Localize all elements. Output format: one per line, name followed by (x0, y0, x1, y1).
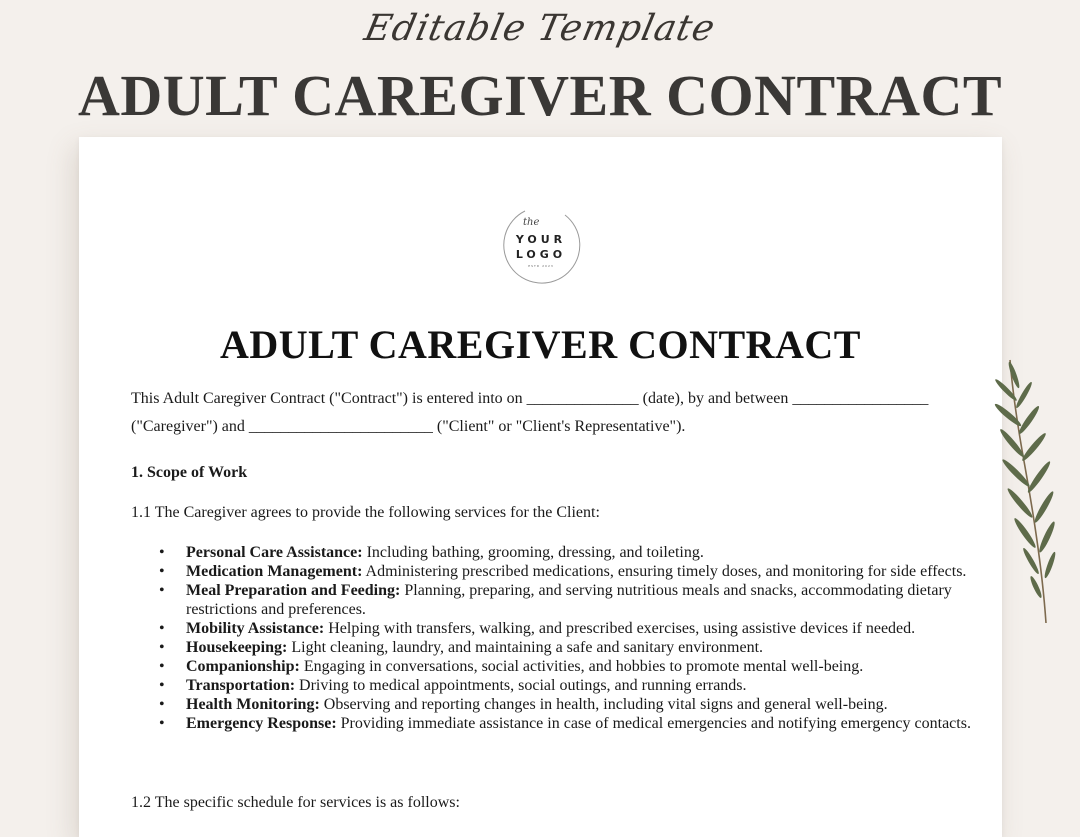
services-list (131, 543, 1016, 733)
service-text: Observing and reporting changes in health, including vital signs and general well-being. (319, 696, 888, 713)
list-item (186, 714, 1016, 733)
service-term: Medication Management: (186, 563, 363, 580)
list-item (186, 619, 1016, 638)
document-page (79, 137, 1002, 837)
list-item (186, 695, 1016, 714)
banner-title: ADULT CAREGIVER CONTRACT (77, 63, 1003, 128)
list-item (186, 581, 1016, 619)
section-1-heading: 1. Scope of Work (131, 464, 248, 481)
service-text: Planning, preparing, and serving nutritious meals and snacks, accommodating dietary restrictions and preferences. (186, 582, 952, 618)
service-term: Health Monitoring: (186, 696, 320, 713)
service-term: Mobility Assistance: (186, 620, 325, 637)
service-term: Emergency Response: (186, 715, 337, 732)
logo-placeholder (495, 199, 587, 291)
service-term: Housekeeping: (186, 639, 288, 656)
service-text: Engaging in conversations, social activities, and hobbies to promote mental well-being. (299, 658, 864, 675)
sprig-icon (984, 355, 1064, 630)
banner-script-subtitle: Editable Template (360, 8, 720, 49)
service-text: Driving to medical appointments, social outings, and running errands. (295, 677, 747, 694)
logo-mark (495, 199, 587, 291)
service-term: Companionship: (186, 658, 300, 675)
logo-tagline: ESTD 2023 (528, 264, 554, 268)
list-item (186, 543, 1016, 562)
document-title: ADULT CAREGIVER CONTRACT (219, 322, 861, 367)
list-item (186, 657, 1016, 676)
service-text: Providing immediate assistance in case of medical emergencies and notifying emergency contacts. (336, 715, 971, 732)
intro-line-1: This Adult Caregiver Contract ("Contract") is entered into on ______________ (date), by and between _________________ (131, 390, 929, 407)
clause-1-2: 1.2 The specific schedule for services is as follows: (131, 794, 460, 811)
logo-line1: YOUR (515, 233, 567, 246)
service-text: Including bathing, grooming, dressing, and toileting. (362, 544, 704, 561)
logo-small-word: the (523, 217, 540, 228)
service-text: Helping with transfers, walking, and prescribed exercises, using assistive devices if needed. (324, 620, 916, 637)
service-text: Light cleaning, laundry, and maintaining a safe and sanitary environment. (287, 639, 764, 656)
service-term: Transportation: (186, 677, 296, 694)
logo-line2: LOGO (515, 248, 567, 261)
service-text: Administering prescribed medications, ensuring timely doses, and monitoring for side effects. (362, 563, 967, 580)
list-item (186, 638, 1016, 657)
clause-1-1: 1.1 The Caregiver agrees to provide the following services for the Client: (131, 504, 600, 521)
service-term: Meal Preparation and Feeding: (186, 582, 401, 599)
list-item (186, 562, 1016, 581)
service-term: Personal Care Assistance: (186, 544, 363, 561)
intro-line-2: ("Caregiver") and _______________________ ("Client" or "Client's Representative"). (131, 418, 686, 435)
rosemary-sprig-decoration (984, 355, 1064, 630)
list-item (186, 676, 1016, 695)
intro-paragraph (131, 385, 951, 441)
